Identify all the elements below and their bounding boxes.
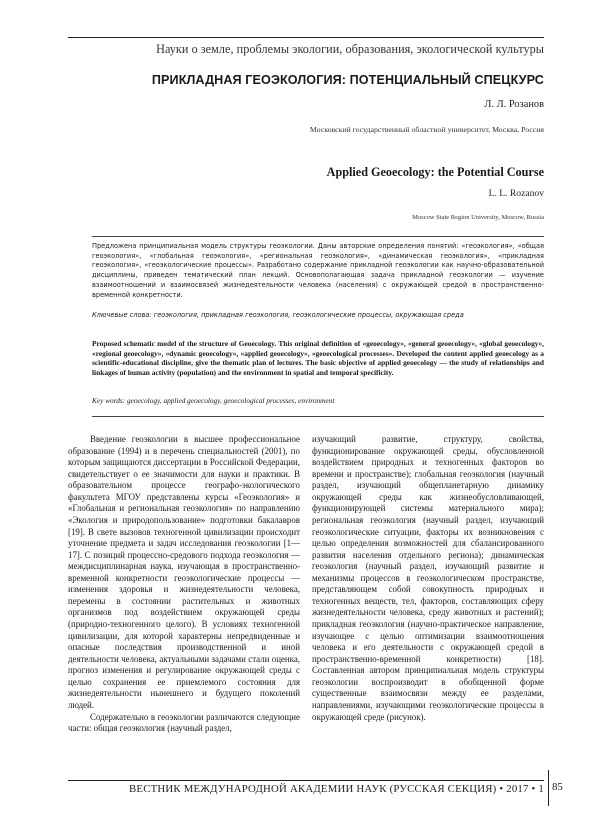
article-title-en: Applied Geoecology: the Potential Course [326,165,544,179]
abstract-ru: Предложена принципиальная модель структуры геоэкологии. Даны авторские определения понятий: «геоэкология», «общая геоэкология», «глобальная геоэкология», «региональная геоэкология», «динамическая геоэкология», «прикладная геоэкология», «геоэкологические процессы». Разработано содержание прикладной геоэкологии как научно-образовательной дисциплины, приведен тематический план лекций. Основополагающая задача прикладной геоэкологии — изучение взаимоотношений и взаимосвязей жизнедеятельности человека (населения) с окружающей средой в пространственно-временной конкретности. [92,242,544,299]
author-name-ru: Л. Л. Розанов [484,99,544,110]
body-column-right [312,434,544,723]
abstract-bottom-rule [92,416,544,417]
keywords-en: Key words: geoecology, applied geoecology, geoecological processes, environment [92,396,335,405]
abstract-top-rule [92,236,544,237]
affiliation-en: Moscow State Region University, Moscow, Russia [412,214,544,221]
body-paragraph: Содержательно в геоэкологии различаются следующие части: общая геоэкология (научный раздел, [68,711,300,734]
author-name-en: L. L. Rozanov [488,188,544,199]
article-title-ru: ПРИКЛАДНАЯ ГЕОЭКОЛОГИЯ: ПОТЕНЦИАЛЬНЫЙ СПЕЦКУРС [151,73,544,87]
page-number: 85 [552,781,563,793]
abstract-en: Proposed schematic model of the structure of Geoecology. This original definition of «geoecology», «general geoecology», «global geoecology», «regional geoecology», «dynamic geoecology», «applied geoecology», «geoecological processes». Developed the content applied geoecology as a scientific-educational discipline, give the thematic plan of lectures. The basic objective of applied geoecology — the study of relationships and linkages of human activity (population) and the environment in spatial and temporal specificity. [92,339,544,378]
affiliation-ru: Московский государственный областной университет, Москва, Россия [309,125,544,134]
body-paragraph: изучающий развитие, структуру, свойства, функционирование окружающей среды, обусловленной воздействием природных и техногенных факторов во времени и пространстве); глобальная геоэкология (научный раздел, изучающий общепланетарную динамику окружающей среды как жизнеобусловливающей, функционирующей системы материального мира); региональная геоэкология (научный раздел, изучающий геоэкологические ситуации, факторы их возникновения с целью определения возможностей для сбалансированного развития населения отдельного региона); динамическая геоэкология (научный раздел, изучающий развитие и механизмы процессов в геоэкологическом пространстве, представляющем собой совокупность природных и техногенных веществ, тел, факторов, составляющих сферу жизнедеятельности человека, среду животных и растений); прикладная геоэкология (научно-практическое направление, изучающее с целью оптимизации взаимоотношения человека и его деятельности с окружающей средой в пространственно-временной конкретности) [18]. Составленная автором принципиальная модель структуры геоэкологии воспроизводит в обобщенной форме существенные взаимосвязи между ее разделами, направлениями, изучающими геоэкологические процессы в окружающей среде (рисунок). [312,434,544,722]
footer-rule [68,780,544,781]
body-paragraph: Введение геоэкологии в высшее профессиональное образование (1994) и в перечень специальностей (2001), по которым защищаются диссертации в Российской Федерации, свидетельствует о ее значимости для науки и практики. В образовательном процессе географо-экологического факультета МГОУ представлены курсы «Геоэкология» и «Глобальная и региональная геоэкология» по направлению «Экология и природопользование» подготовки бакалавров [19]. В свете вызовов техногенной цивилизации происходит уточнение предмета и задач исследования геоэкологии [1—17]. С позиций процессно-средового подхода геоэкология — междисциплинарная наука, изучающая в пространственно-временной конкретности геоэкологические процессы — изменения здоровья и жизнедеятельности человека, перемены в состоянии растительных и животных организмов под воздействием окружающей среды (природно-техногенного целого). В условиях техногенной цивилизации, для которой характерны непредвиденные и опасные последствия производственной и иной деятельности человека, актуальными задачами стали оценка, прогноз изменения и регулирование окружающей среды с целью сохранения ее приемлемого состояния для жизнедеятельности нынешнего и будущего поколений людей. [68,434,300,710]
keywords-ru: Ключевые слова: геоэкология, прикладная геоэкология, геоэкологические процессы, окружающая среда [92,311,464,319]
journal-footer: ВЕСТНИК МЕЖДУНАРОДНОЙ АКАДЕМИИ НАУК (РУССКАЯ СЕКЦИЯ) • 2017 • 1 [129,783,544,795]
body-column-left [68,434,300,735]
header-rule [68,37,544,38]
journal-section-title: Науки о земле, проблемы экологии, образования, экологической культуры [156,42,544,56]
page-number-divider [548,770,549,806]
